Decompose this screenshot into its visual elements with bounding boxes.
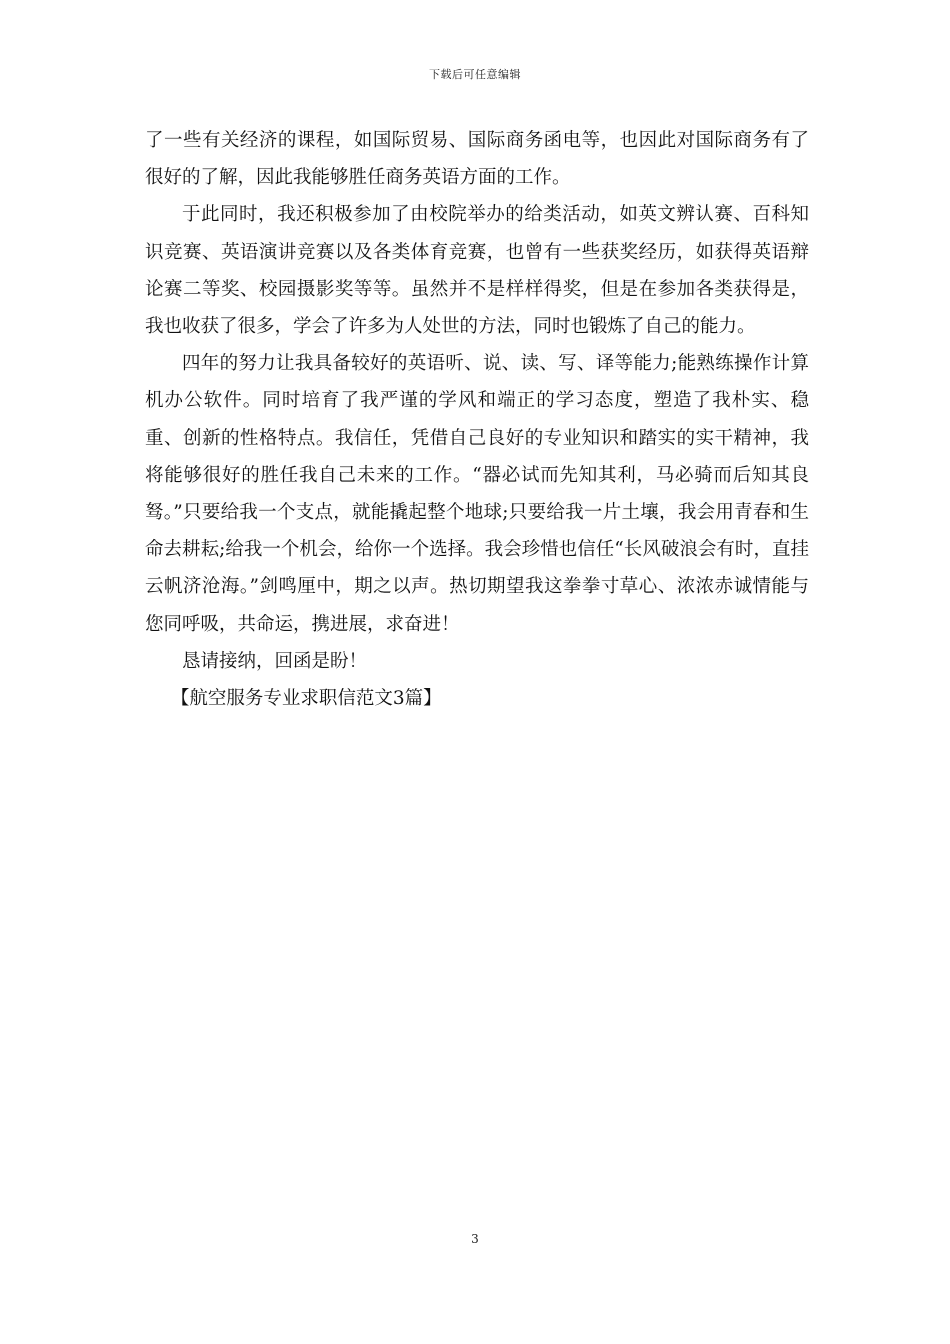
page-header: 下载后可任意编辑 <box>429 68 521 81</box>
page-number: 3 <box>471 1232 479 1246</box>
paragraph-activities: 于此同时，我还积极参加了由校院举办的给类活动，如英文辨认赛、百科知识竞赛、英语演讲竞赛以及各类体育竞赛，也曾有一些获奖经历，如获得英语辩论赛二等奖、校园摄影奖等等。虽然并不是样样得奖，但是在参加各类获得是，我也收获了很多，学会了许多为人处世的方法，同时也锻炼了自己的能力。 <box>145 204 809 338</box>
section-title-link: 【航空服务专业求职信范文3篇】 <box>170 688 442 710</box>
paragraph-abilities: 四年的努力让我具备较好的英语听、说、读、写、译等能力;能熟练操作计算机办公软件。同时培育了我严谨的学风和端正的学习态度，塑造了我朴实、稳重、创新的性格特点。我信任，凭借自己良好的专业知识和踏实的实干精神，我将能够很好的胜任我自己未来的工作。“器必试而先知其利，马必骑而后知其良驽。”只要给我一个支点，就能撬起整个地球;只要给我一片土壤，我会用青春和生命去耕耘;给我一个机会，给你一个选择。我会珍惜也信任“长风破浪会有时，直挂云帆济沧海。”剑鸣厘中，期之以声。热切期望我这拳拳寸草心、浓浓赤诚情能与您同呼吸，共命运，携进展，求奋进！ <box>145 353 809 635</box>
paragraph-continued: 了一些有关经济的课程，如国际贸易、国际商务函电等，也因此对国际商务有了很好的了解，因此我能够胜任商务英语方面的工作。 <box>145 130 809 189</box>
body-text <box>145 122 809 717</box>
paragraph-closing: 恳请接纳，回函是盼！ <box>182 650 368 672</box>
